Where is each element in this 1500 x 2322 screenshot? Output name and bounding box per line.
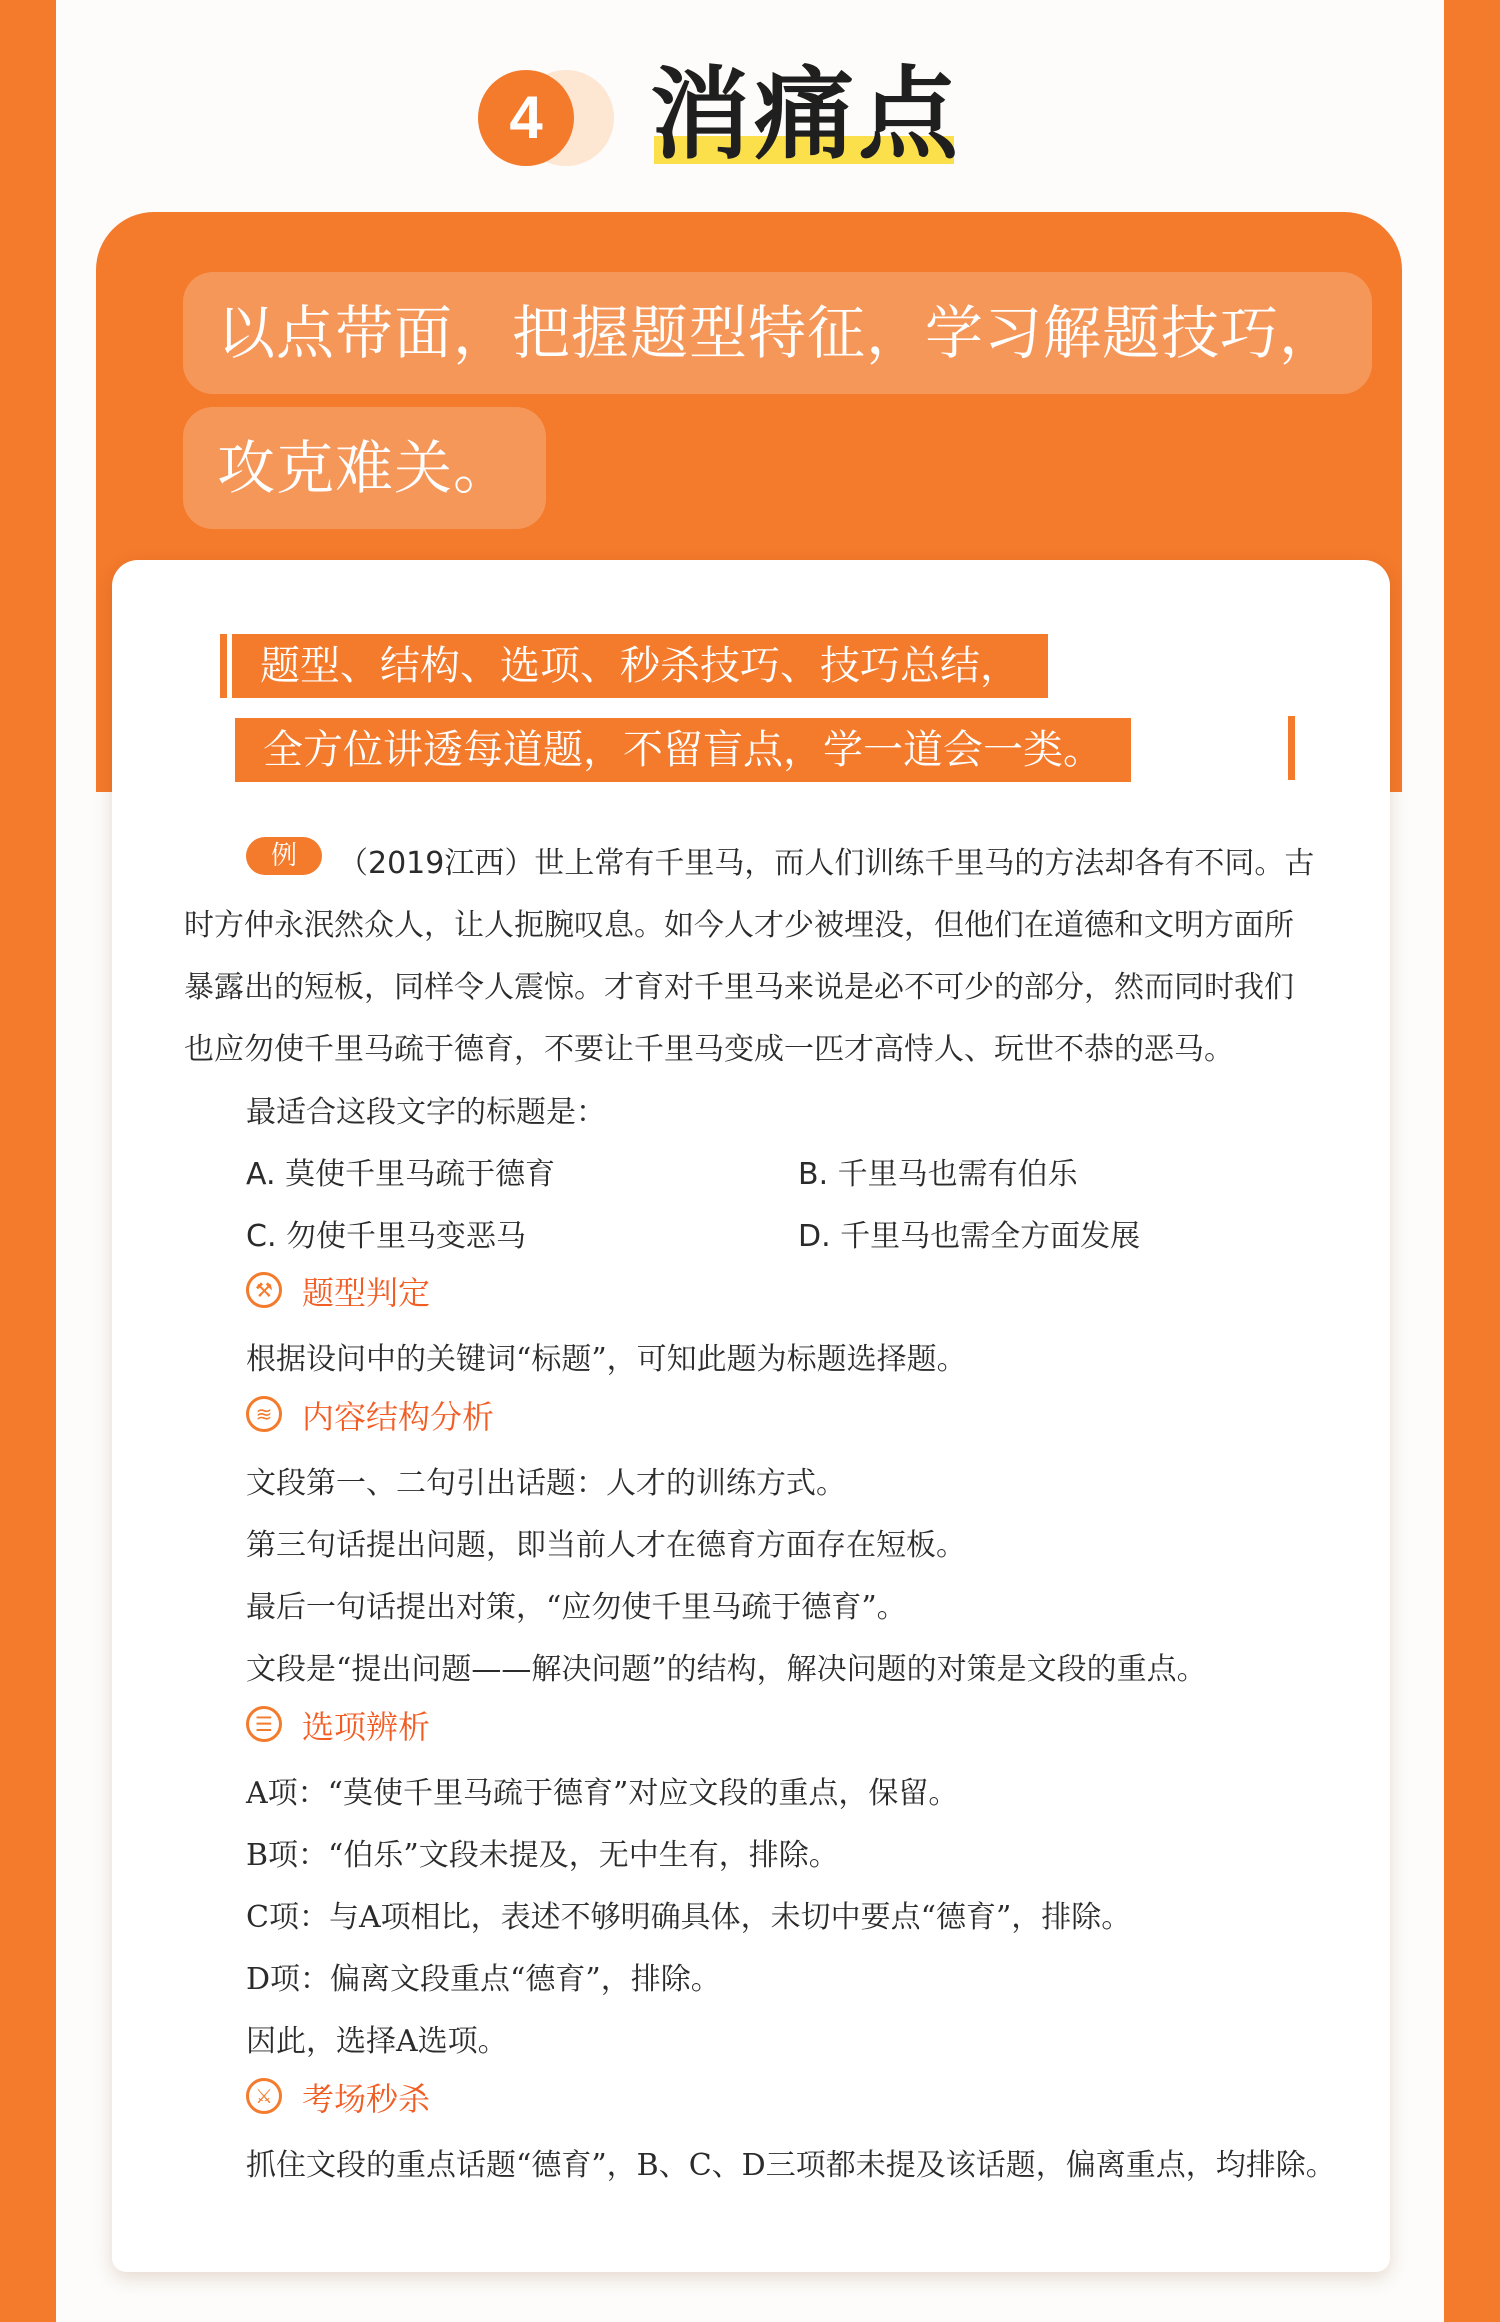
section-title: 消痛点	[650, 56, 962, 173]
passage-line: 时方仲永泯然众人，让人扼腕叹息。如今人才少被埋没，但他们在道德和文明方面所	[184, 908, 1294, 943]
analysis-line: B项：“伯乐”文段未提及，无中生有，排除。	[246, 1838, 839, 1873]
section-header	[0, 0, 1500, 200]
question-text: 最适合这段文字的标题是：	[246, 1095, 606, 1130]
analysis-line: 因此，选择A选项。	[246, 2024, 508, 2059]
feature-band-1: 题型、结构、选项、秒杀技巧、技巧总结，	[232, 634, 1048, 698]
passage-line: 暴露出的短板，同样令人震惊。才育对千里马来说是必不可少的部分，然而同时我们	[184, 970, 1294, 1005]
analysis-line: 抓住文段的重点话题“德育”，B、C、D三项都未提及该话题，偏离重点，均排除。	[246, 2148, 1336, 2183]
intro-line-1: 以点带面，把握题型特征，学习解题技巧，	[183, 272, 1372, 394]
band-accent-bar-right	[1288, 716, 1295, 780]
list-icon: ☰	[246, 1706, 282, 1742]
section-heading: 考场秒杀	[302, 2080, 431, 2118]
passage-line: 也应勿使千里马疏于德育，不要让千里马变成一匹才高恃人、玩世不恭的恶马。	[184, 1032, 1234, 1067]
layers-icon: ≋	[246, 1396, 282, 1432]
section-title-wrap	[650, 56, 962, 173]
example-badge: 例	[246, 837, 322, 875]
option-b: B. 千里马也需有伯乐	[798, 1157, 1078, 1192]
analysis-line: 文段第一、二句引出话题：人才的训练方式。	[246, 1466, 846, 1501]
section-heading: 题型判定	[302, 1274, 431, 1312]
feature-band-2: 全方位讲透每道题，不留盲点，学一道会一类。	[235, 718, 1131, 782]
passage-line: （2019江西）世上常有千里马，而人们训练千里马的方法却各有不同。古	[338, 846, 1315, 881]
gavel-icon: ⚒	[246, 1272, 282, 1308]
intro-line-2: 攻克难关。	[183, 407, 546, 529]
section-number-badge	[478, 70, 618, 166]
section-heading: 选项辨析	[302, 1708, 431, 1746]
analysis-line: D项：偏离文段重点“德育”，排除。	[246, 1962, 721, 1997]
option-a: A. 莫使千里马疏于德育	[246, 1157, 556, 1192]
analysis-line: 文段是“提出问题——解决问题”的结构，解决问题的对策是文段的重点。	[246, 1652, 1207, 1687]
analysis-line: C项：与A项相比，表述不够明确具体，未切中要点“德育”，排除。	[246, 1900, 1132, 1935]
section-number: 4	[478, 70, 574, 166]
option-d: D. 千里马也需全方面发展	[798, 1219, 1141, 1254]
swords-icon: ⚔	[246, 2078, 282, 2114]
analysis-line: 第三句话提出问题，即当前人才在德育方面存在短板。	[246, 1528, 966, 1563]
analysis-line: A项：“莫使千里马疏于德育”对应文段的重点，保留。	[246, 1776, 959, 1811]
option-c: C. 勿使千里马变恶马	[246, 1219, 527, 1254]
band-accent-bar	[220, 634, 227, 698]
section-heading: 内容结构分析	[302, 1398, 495, 1436]
analysis-line: 根据设问中的关键词“标题”，可知此题为标题选择题。	[246, 1342, 967, 1377]
analysis-line: 最后一句话提出对策，“应勿使千里马疏于德育”。	[246, 1590, 907, 1625]
